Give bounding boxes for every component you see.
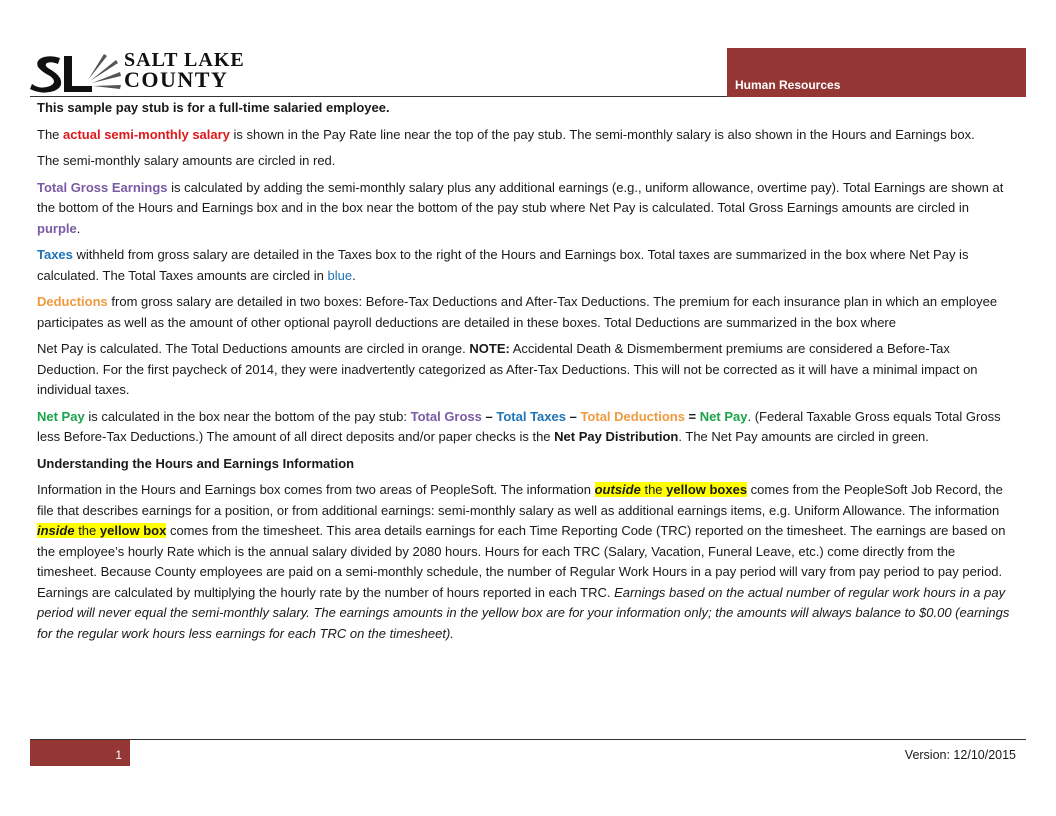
paragraph-hours-earnings: Information in the Hours and Earnings box comes from two areas of PeopleSoft. The information outside the yellow boxes comes from the PeopleSoft Job Record, the file that describes earnings for a position, or from additional earnings: semi-monthly salary as well as additional earnings items, e.g. Uniform Allowance. The information inside the yellow box comes from the timesheet. This area details earnings for each Time Reporting Code (TRC) reported on the timesheet. The earnings are based on the employee’s hourly Rate which is the annual salary divided by 2080 hours. Hours for each TRC (Salary, Vacation, Funeral Leave, etc.) come directly from the timesheet. Because County employees are paid on a semi-monthly schedule, the number of Regular Work Hours in a pay period will vary from pay period to pay period. Earnings are calculated by multiplying the hourly rate by the number of hours reported in each TRC. Earnings based on the actual number of regular work hours in a pay period will never equal the semi-monthly salary. The earnings amounts in the yellow box are for your information only; the amounts will always balance to $0.00 (earnings for the regular work hours less earnings for each TRC on the timesheet). bbox=[37, 482, 1010, 641]
header-divider bbox=[30, 96, 728, 97]
footer-divider bbox=[30, 739, 1026, 740]
version-label: Version: 12/10/2015 bbox=[904, 748, 1016, 762]
page-number: 1 bbox=[115, 748, 122, 762]
term-taxes: Taxes bbox=[37, 247, 73, 262]
logo-text-salt-lake: SALT LAKE bbox=[124, 49, 245, 71]
intro-heading: This sample pay stub is for a full-time salaried employee. bbox=[37, 100, 390, 115]
paragraph-deductions-note: Net Pay is calculated. The Total Deductions amounts are circled in orange. NOTE: Accidental Death & Dismemberment premiums are considered a Before-Tax Deduction. For the first paycheck of 2014, they were inadvertently categorized as After-Tax Deductions. This will not be corrected as it will have a minimal impact on individual taxes. bbox=[37, 341, 978, 397]
highlight-yellow-box: yellow box bbox=[99, 523, 167, 538]
paragraph-gross-earnings: Total Gross Earnings is calculated by adding the semi-monthly salary plus any additional earnings (e.g., uniform allowance, overtime pay). Total Earnings are shown at the bottom of the Hours and Earnings box and in the box near the bottom of the pay stub where Net Pay is calculated. Total Gross Earnings amounts are circled in purple. bbox=[37, 179, 1004, 236]
term-blue: blue bbox=[327, 267, 353, 283]
paragraph-taxes: Taxes withheld from gross salary are detailed in the Taxes box to the right of the Hours and Earnings box. Total taxes are summarized in the box where Net Pay is calculated. The Total Taxes amounts are circled in blue. bbox=[37, 247, 969, 283]
term-total-gross-earnings: Total Gross Earnings bbox=[37, 179, 168, 195]
highlight-inside: inside bbox=[37, 523, 75, 538]
term-actual-salary: actual semi-monthly salary bbox=[63, 126, 230, 142]
italic-earnings-note: Earnings based on the actual number of regular work hours in a pay period will never equal the semi-monthly salary. The earnings amounts in the yellow box are for your information only; the amounts will always balance to $0.00 (earnings for the regular work hours less earnings for each TRC on the timesheet). bbox=[37, 584, 1010, 641]
paragraph-salary-circled: The semi-monthly salary amounts are circled in red. bbox=[37, 153, 336, 168]
section-heading: Understanding the Hours and Earnings Information bbox=[37, 455, 355, 471]
department-banner bbox=[727, 48, 1026, 97]
term-purple: purple bbox=[37, 220, 77, 236]
term-net-pay: Net Pay bbox=[37, 408, 85, 424]
department-label: Human Resources bbox=[735, 78, 841, 92]
note-label: NOTE: bbox=[469, 341, 510, 356]
paragraph-salary: The actual semi-monthly salary is shown in the Pay Rate line near the top of the pay stub. The semi-monthly salary is also shown in the Hours and Earnings box. bbox=[37, 126, 975, 142]
sl-logo-mark-icon bbox=[30, 50, 122, 94]
page-number-box bbox=[30, 740, 130, 766]
logo-text-county: COUNTY bbox=[124, 67, 229, 92]
term-deductions: Deductions bbox=[37, 294, 108, 309]
salt-lake-county-logo bbox=[30, 50, 260, 94]
document-body bbox=[37, 98, 1015, 650]
term-net-pay-distribution: Net Pay Distribution bbox=[554, 429, 679, 444]
highlight-outside: outside bbox=[594, 482, 641, 497]
paragraph-deductions: Deductions from gross salary are detailed in two boxes: Before-Tax Deductions and After-Tax Deductions. The premium for each insurance plan in which an employee participates as well as the amount of other optional payroll deductions are detailed in these boxes. Total Deductions are summarized in the box where bbox=[37, 294, 998, 330]
paragraph-net-pay: Net Pay is calculated in the box near the bottom of the pay stub: Total Gross – Total Taxes – Total Deductions = Net Pay. (Federal Taxable Gross equals Total Gross less Before-Tax Deductions.) The amount of all direct deposits and/or paper checks is the Net Pay Distribution. The Net Pay amounts are circled in green. bbox=[37, 408, 1001, 444]
highlight-yellow-boxes: yellow boxes bbox=[666, 482, 748, 497]
